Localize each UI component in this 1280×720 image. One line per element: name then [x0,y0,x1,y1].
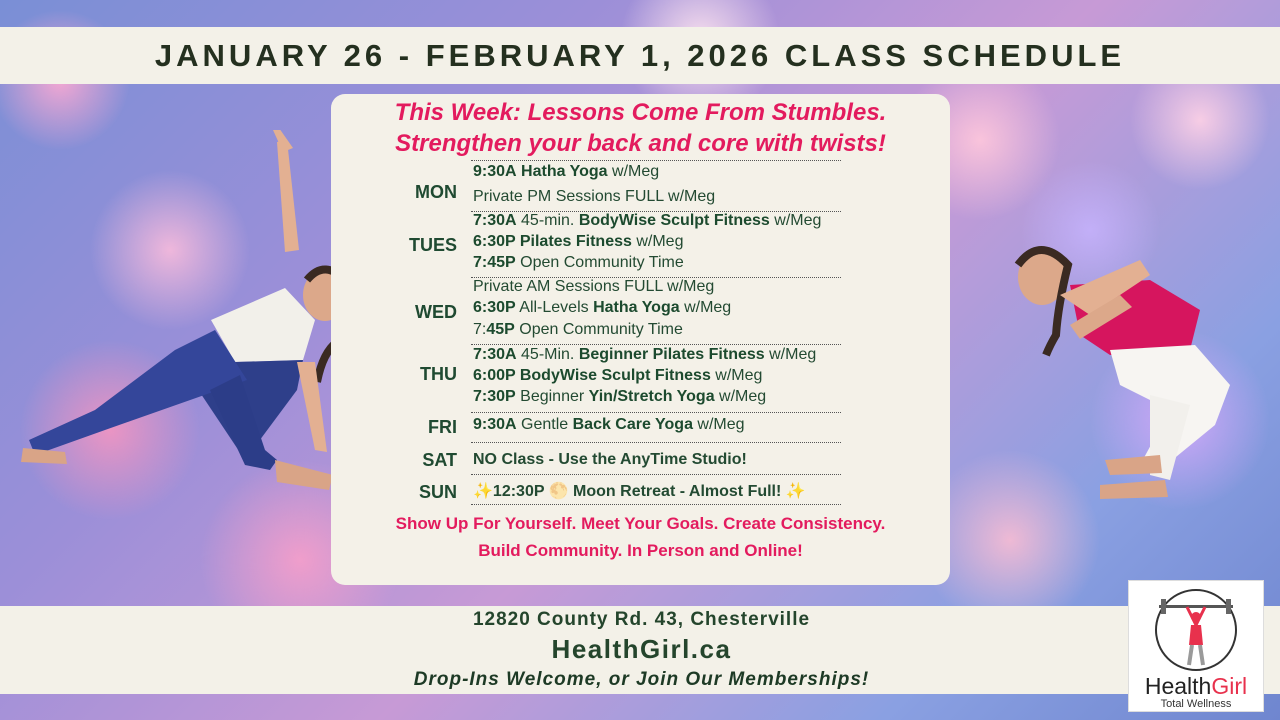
sun-class-1: ✨12:30P 🌕 Moon Retreat - Almost Full! ✨ [473,483,806,500]
thu-class-3: 7:30P Beginner Yin/Stretch Yoga w/Meg [473,388,767,405]
divider [471,504,841,505]
divider [471,344,841,345]
wed-class-1: Private AM Sessions FULL w/Meg [473,278,715,295]
divider [471,160,841,161]
day-fri: FRI [428,417,457,437]
weekly-theme-line-2: Strengthen your back and core with twists! [395,130,886,157]
membership-cta: Drop-Ins Welcome, or Join Our Memberships! [413,669,870,690]
page-title: JANUARY 26 - FEBRUARY 1, 2026 CLASS SCHEDULE [154,37,1126,73]
yoga-figure-left [15,130,345,500]
day-tues: TUES [408,235,457,255]
logo-wordmark: HealthGirl [1144,673,1248,699]
tagline-line-2: Build Community. In Person and Online! [478,541,803,560]
day-mon: MON [415,182,457,202]
divider [471,412,841,413]
fri-class-1: 9:30A Gentle Back Care Yoga w/Meg [473,416,745,433]
thu-class-1: 7:30A 45-Min. Beginner Pilates Fitness w/Meg [473,346,817,363]
thu-class-2: 6:00P BodyWise Sculpt Fitness w/Meg [473,367,763,384]
day-thu: THU [420,364,457,384]
tue-class-3: 7:45P Open Community Time [473,254,684,271]
healthgirl-logo [1128,580,1264,712]
divider [471,442,841,443]
mon-class-1: 9:30A Hatha Yoga w/Meg [473,163,660,180]
website-link[interactable]: HealthGirl.ca [551,634,732,664]
barbell-figure-icon [1151,587,1241,673]
tagline-line-1: Show Up For Yourself. Meet Your Goals. Create Consistency. [395,514,886,533]
weekly-theme-line-1: This Week: Lessons Come From Stumbles. [394,99,887,126]
divider [471,474,841,475]
day-wed: WED [415,302,457,322]
schedule-card [331,94,950,585]
studio-address: 12820 County Rd. 43, Chesterville [472,609,811,630]
logo-tagline: Total Wellness [1160,698,1232,710]
title-band [0,27,1280,84]
wed-class-3: 7:45P Open Community Time [473,321,683,338]
tue-class-1: 7:30A 45-min. BodyWise Sculpt Fitness w/Meg [473,212,822,229]
yoga-figure-right [1000,235,1240,505]
sat-class-1: NO Class - Use the AnyTime Studio! [473,451,747,468]
mon-class-2: Private PM Sessions FULL w/Meg [473,188,716,205]
day-sun: SUN [418,482,457,502]
day-sat: SAT [422,450,457,470]
tue-class-2: 6:30P Pilates Fitness w/Meg [473,233,684,250]
wed-class-2: 6:30P All-Levels Hatha Yoga w/Meg [473,299,732,316]
